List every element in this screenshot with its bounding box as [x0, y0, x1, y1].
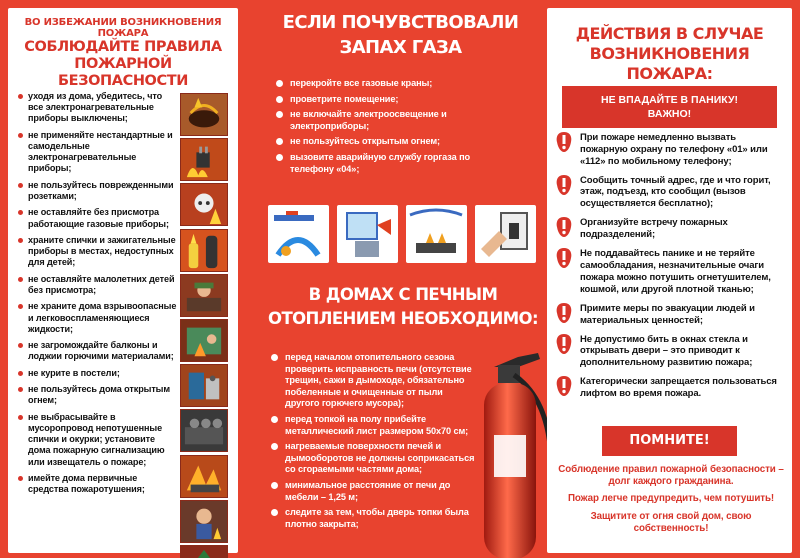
list-item: [556, 132, 782, 167]
heater-icon: [180, 93, 228, 136]
exclamation-icon: [556, 334, 572, 354]
plug-fire-icon: [180, 138, 228, 181]
action-text: Примите меры по эвакуации людей и материальных ценностей;: [580, 302, 755, 326]
right-title-line1: ДЕЙСТВИЯ В СЛУЧАЕ: [575, 24, 764, 43]
list-item: [556, 376, 782, 400]
left-panel-header: [8, 8, 238, 90]
stove-title-line2: ОТОПЛЕНИЕМ НЕОБХОДИМО:: [268, 309, 538, 328]
list-item: нагреваемые поверхности печей и дымооборотов не должны соприкасаться со сгораемыми частями дома;: [271, 441, 476, 476]
balcony-icon: [180, 409, 228, 452]
gas-stove-icon: [180, 229, 228, 272]
gas-title: [268, 10, 533, 60]
gas-list: [276, 78, 501, 179]
right-panel-title: [547, 8, 792, 84]
gas-title-line1: ЕСЛИ ПОЧУВСТВОВАЛИ: [282, 12, 519, 33]
gas-title-line2: ЗАПАХ ГАЗА: [339, 37, 462, 58]
stove-title: [268, 283, 538, 331]
list-item: не включайте электроосвещение и электроприборы;: [276, 109, 501, 132]
list-item: не пользуйтесь дома открытым огнем;: [17, 384, 177, 406]
list-item: не пользуйтесь открытым огнем;: [276, 136, 501, 148]
list-item: перекройте все газовые краны;: [276, 78, 501, 90]
open-fire-icon: [180, 500, 228, 543]
list-item: не курите в постели;: [17, 368, 177, 379]
panic-banner: [562, 86, 777, 128]
list-item: проветрите помещение;: [276, 94, 501, 106]
exclamation-icon: [556, 132, 572, 152]
footer-prevent: Пожар легче предупредить, чем потушить!: [567, 493, 775, 504]
gas-valve-icon: [268, 205, 329, 263]
list-item: перед началом отопительного сезона проверить исправность печи (отсутствие трещин, сажи в дымоходе, обязательно побеленные и очищенные от пыли другого горючего мусора);: [271, 352, 476, 410]
exclamation-icon: [556, 303, 572, 323]
action-text: Не поддавайтесь панике и не теряйте самообладания, незначительные очаги пожара можно потушить огнетушителем, кошмой, или другой плотной тканью;: [580, 248, 771, 295]
socket-fire-icon: [180, 183, 228, 226]
action-text: При пожаре немедленно вызвать пожарную охрану по телефону «01» или «112» по мобильному телефону;: [580, 132, 768, 167]
fire-safety-rules-panel: [8, 8, 238, 553]
list-item: не оставляйте без присмотра работающие газовые приборы;: [17, 207, 177, 229]
left-header-line1: СОБЛЮДАЙТЕ ПРАВИЛА: [24, 39, 222, 55]
bed-smoking-icon: [180, 455, 228, 498]
stove-flame-icon: [406, 205, 467, 263]
exclamation-icon: [556, 248, 572, 268]
exclamation-icon: [556, 175, 572, 195]
panic-line1: НЕ ВПАДАЙТЕ В ПАНИКУ!: [600, 94, 738, 106]
action-text: Сообщить точный адрес, где и что горит, этаж, подъезд, кто сообщил (вызов осуществляется бесплатно);: [580, 174, 771, 210]
list-item: [556, 248, 782, 295]
list-item: не загромождайте балконы и лоджии горючими материалами;: [17, 340, 177, 362]
gas-illustrations: [268, 205, 538, 265]
action-text: Не допустимо бить в окнах стекла и открывать двери – это приводит к дополнительному развитию пожара;: [580, 333, 753, 369]
rules-illustrations: [180, 93, 228, 558]
right-title-line2: ВОЗНИКНОВЕНИЯ ПОЖАРА:: [589, 44, 750, 83]
light-switch-icon: [475, 205, 536, 263]
stove-title-line1: В ДОМАХ С ПЕЧНЫМ: [308, 285, 498, 304]
fire-actions-panel: [547, 8, 792, 553]
left-header-small: ВО ИЗБЕЖАНИИ ВОЗНИКНОВЕНИЯ ПОЖАРА: [24, 17, 222, 39]
footer-protect: Защитите от огня свой дом, свою собственность!: [590, 511, 752, 534]
list-item: не пользуйтесь поврежденными розетками;: [17, 180, 177, 202]
actions-list: [556, 132, 782, 407]
remember-banner: ПОМНИТЕ!: [602, 426, 737, 456]
child-icon: [180, 319, 228, 362]
list-item: [556, 334, 782, 369]
list-item: не выбрасывайте в мусоропровод непотушенные спички и окурки; установите дома пожарную сигнализацию или извещатель о пожаре;: [17, 412, 177, 468]
list-item: уходя из дома, убедитесь, что все электронагревательные приборы выключены;: [17, 91, 177, 125]
list-item: не применяйте нестандартные и самодельные электронагревательные приборы;: [17, 130, 177, 175]
list-item: имейте дома первичные средства пожаротушения;: [17, 473, 177, 495]
action-text: Категорически запрещается пользоваться лифтом во время пожара.: [580, 376, 777, 400]
list-item: храните спички и зажигательные приборы в местах, недоступных для детей;: [17, 235, 177, 269]
list-item: не храните дома взрывоопасные и легковоспламеняющиеся жидкости;: [17, 301, 177, 335]
left-header-line2: ПОЖАРНОЙ БЕЗОПАСНОСТИ: [58, 56, 188, 89]
list-item: [556, 303, 782, 327]
list-item: вызовите аварийную службу горгаза по телефону «04»;: [276, 152, 501, 175]
list-item: [556, 217, 782, 241]
exclamation-icon: [556, 376, 572, 396]
list-item: не оставляйте малолетних детей без присмотра;: [17, 274, 177, 296]
panic-line2: ВАЖНО!: [647, 108, 692, 120]
action-text: Организуйте встречу пожарных подразделений;: [580, 217, 728, 241]
exclamation-icon: [556, 217, 572, 237]
footer-duty: Соблюдение правил пожарной безопасности – долг каждого гражданина.: [558, 464, 784, 487]
matches-child-icon: [180, 274, 228, 317]
list-item: следите за тем, чтобы дверь топки была плотно закрыта;: [271, 507, 476, 530]
ventilate-icon: [337, 205, 398, 263]
rules-list: [17, 91, 177, 501]
stove-list: [271, 352, 476, 534]
list-item: [556, 175, 782, 210]
christmas-tree-icon: [180, 545, 228, 558]
canister-icon: [180, 364, 228, 407]
list-item: минимальное расстояние от печи до мебели – 1,25 м;: [271, 480, 476, 503]
list-item: перед топкой на полу прибейте металлический лист размером 50х70 см;: [271, 414, 476, 437]
